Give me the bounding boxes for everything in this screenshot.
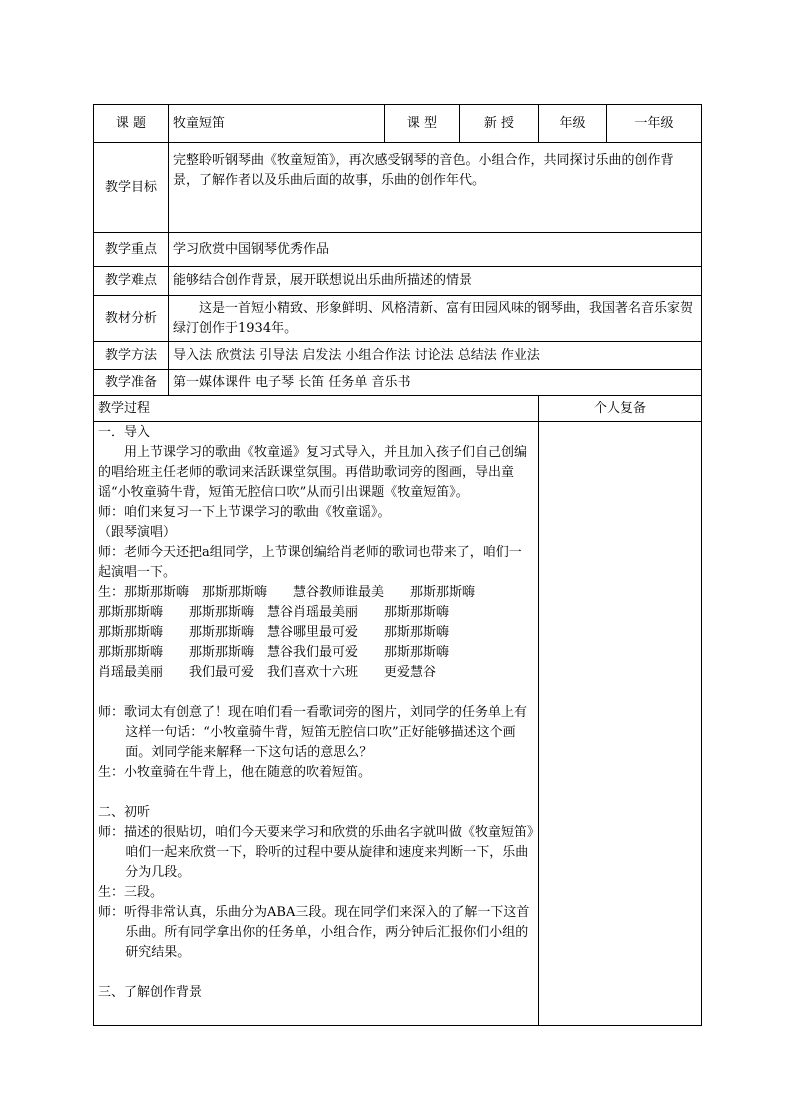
sing-note: （跟琴演唱）: [98, 525, 177, 540]
lyric-line: 那斯那斯嗨 那斯那斯嗨 慧谷肖瑶最美丽 那斯那斯嗨: [98, 605, 450, 620]
section-background-title: 三、了解创作背景: [98, 985, 203, 1000]
topic-label: 课 题: [94, 105, 169, 143]
method-label: 教学方法: [94, 342, 169, 370]
process-header-row: [94, 396, 702, 422]
lyric-line: 那斯那斯嗨 那斯那斯嗨 慧谷我们最可爱 那斯那斯嗨: [98, 645, 450, 660]
prep-text: 第一媒体课件 电子琴 长笛 任务单 音乐书: [169, 370, 702, 396]
review-label: 个人复备: [539, 396, 702, 422]
student-line: 生：三段。: [98, 885, 164, 900]
spacer: [98, 963, 534, 983]
grade-value: 一年级: [607, 105, 702, 143]
objective-row: [94, 143, 702, 233]
teacher-line: 师：歌词太有创意了！现在咱们看一看歌词旁的图片，刘同学的任务单上有这样一句话：“小牧童骑牛背，短笛无腔信口吹”正好能够描述这个画面。刘同学能来解释一下这句话的意思么？: [98, 705, 528, 760]
analysis-label: 教材分析: [94, 296, 169, 342]
lyric-line: 肖瑶最美丽 我们最可爱 我们喜欢十六班 更爱慧谷: [98, 665, 437, 680]
process-label: 教学过程: [94, 396, 539, 422]
difficulty-text: 能够结合创作背景，展开联想说出乐曲所描述的情景: [169, 267, 702, 296]
focus-text: 学习欣赏中国钢琴优秀作品: [169, 233, 702, 267]
difficulty-row: [94, 267, 702, 296]
prep-row: [94, 370, 702, 396]
type-label: 课 型: [385, 105, 460, 143]
grade-label: 年级: [539, 105, 607, 143]
analysis-row: [94, 296, 702, 342]
lyric-line: 生：那斯那斯嗨 那斯那斯嗨 慧谷教师谁最美 那斯那斯嗨: [98, 585, 476, 600]
type-value: 新 授: [460, 105, 539, 143]
objective-text: 完整聆听钢琴曲《牧童短笛》，再次感受钢琴的音色。小组合作，共同探讨乐曲的创作背景，了解作者以及乐曲后面的故事，乐曲的创作年代。: [169, 143, 702, 233]
method-text: 导入法 欣赏法 引导法 启发法 小组合作法 讨论法 总结法 作业法: [169, 342, 702, 370]
review-cell[interactable]: [539, 422, 702, 1026]
objective-label: 教学目标: [94, 143, 169, 233]
lyric-line: 那斯那斯嗨 那斯那斯嗨 慧谷哪里最可爱 那斯那斯嗨: [98, 625, 450, 640]
focus-label: 教学重点: [94, 233, 169, 267]
lesson-plan-table: [93, 104, 702, 1026]
difficulty-label: 教学难点: [94, 267, 169, 296]
student-line: 生：小牧童骑在牛背上，他在随意的吹着短笛。: [98, 765, 372, 780]
header-row: [94, 105, 702, 143]
teacher-line: 师：描述的很贴切，咱们今天要来学习和欣赏的乐曲名字就叫做《牧童短笛》咱们一起来欣赏一下，聆听的过程中要从旋律和速度来判断一下，乐曲分为几段。: [98, 825, 534, 880]
teacher-line: 师：老师今天还把a组同学，上节课创编给肖老师的歌词也带来了，咱们一起演唱一下。: [98, 545, 522, 580]
section-intro-title: 一．导入: [98, 425, 151, 440]
focus-row: [94, 233, 702, 267]
prep-label: 教学准备: [94, 370, 169, 396]
spacer: [98, 683, 534, 703]
teacher-line: 师：听得非常认真，乐曲分为ABA三段。现在同学们来深入的了解一下这首乐曲。所有同学拿出你的任务单，小组合作，两分钟后汇报你们小组的研究结果。: [98, 905, 530, 960]
process-row: [94, 422, 702, 1026]
method-row: [94, 342, 702, 370]
analysis-text: 这是一首短小精致、形象鲜明、风格清新、富有田园风味的钢琴曲，我国著名音乐家贺绿汀创作于1934年。: [169, 296, 702, 342]
teacher-line: 师：咱们来复习一下上节课学习的歌曲《牧童谣》。: [98, 505, 391, 520]
intro-paragraph: 用上节课学习的歌曲《牧童遥》复习式导入，并且加入孩子们自己创编的唱给班主任老师的歌词来活跃课堂氛围。再借助歌词旁的图画，导出童谣“小牧童骑牛背，短笛无腔信口吹”从而引出课题《牧童短笛》。: [98, 445, 528, 500]
topic-value: 牧童短笛: [169, 105, 385, 143]
process-content: [94, 422, 539, 1026]
spacer: [98, 783, 534, 803]
section-first-listen-title: 二、初听: [98, 805, 151, 820]
